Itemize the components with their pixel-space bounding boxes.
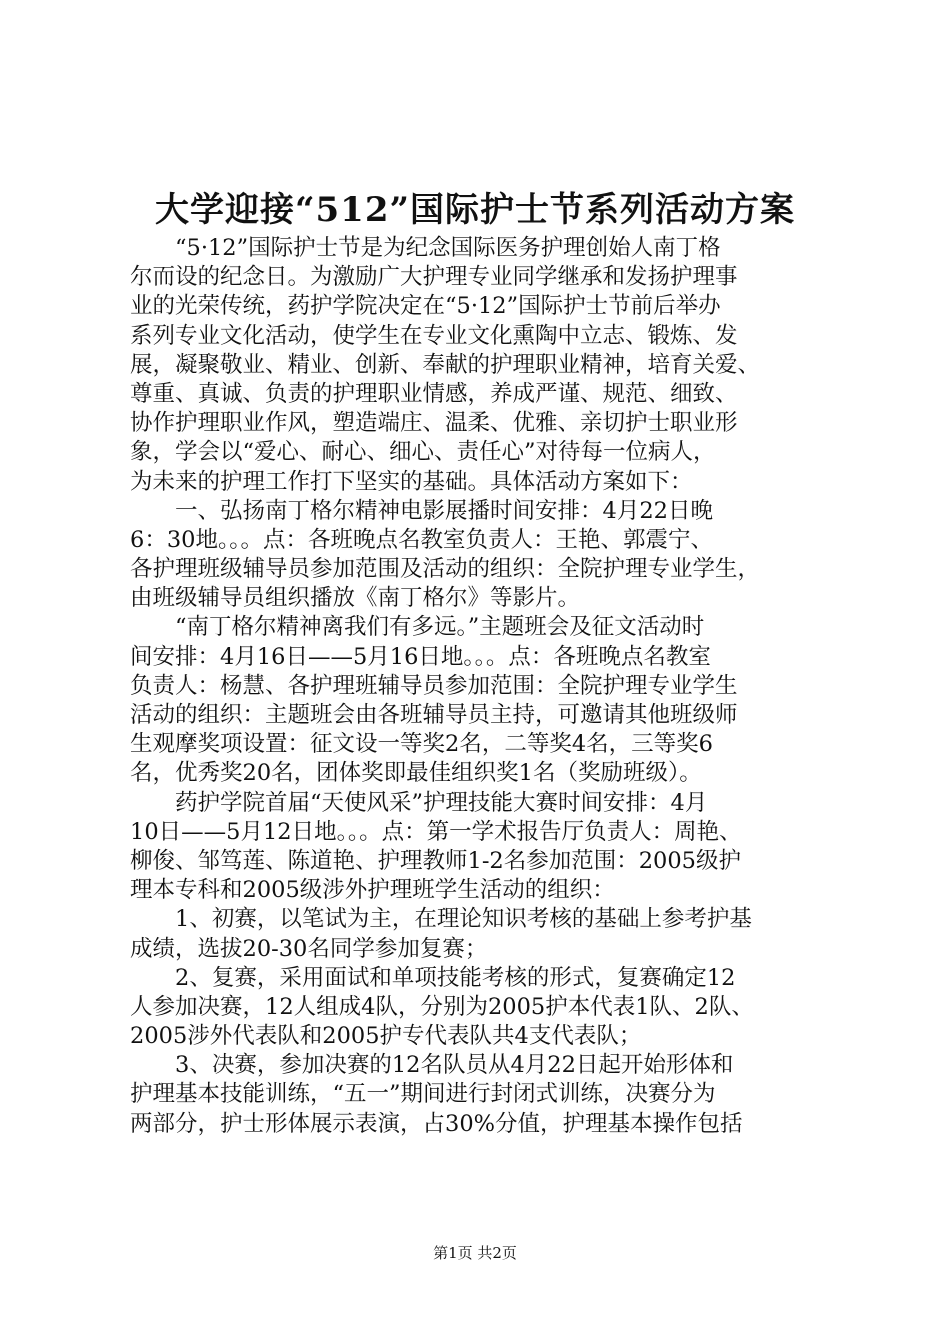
text-line: 理本专科和2005级涉外护理班学生活动的组织：	[130, 877, 615, 904]
text-line: 护理基本技能训练，“五一”期间进行封闭式训练，决赛分为	[130, 1081, 716, 1108]
text-line: 柳俊、邹笃莲、陈道艳、护理教师1-2名参加范围：2005级护	[130, 847, 741, 874]
text-line: 名，优秀奖20名，团体奖即最佳组织奖1名（奖励班级）。	[130, 760, 702, 787]
text-line: 由班级辅导员组织播放《南丁格尔》等影片。	[130, 585, 581, 612]
text-line: 一、弘扬南丁格尔精神电影展播时间安排：4月22日晚	[130, 497, 713, 524]
text-line: 尔而设的纪念日。为激励广大护理专业同学继承和发扬护理事	[130, 264, 738, 291]
text-line: 尊重、真诚、负责的护理职业情感，养成严谨、规范、细致、	[130, 380, 738, 407]
document-body	[130, 234, 830, 1139]
text-line: 生观摩奖项设置：征文设一等奖2名，二等奖4名，三等奖6	[130, 731, 713, 758]
text-line: 两部分，护士形体展示表演，占30%分值，护理基本操作包括	[130, 1110, 743, 1137]
text-line: 10日——5月12日地。。。点：第一学术报告厅负责人：周艳、	[130, 818, 742, 845]
page-footer: 第1页 共2页	[433, 1244, 517, 1262]
text-line: “5·12”国际护士节是为纪念国际医务护理创始人南丁格	[130, 235, 721, 261]
text-line: 活动的组织：主题班会由各班辅导员主持，可邀请其他班级师	[130, 702, 738, 728]
text-line: 6：30地。。。点：各班晚点名教室负责人：王艳、郭震宁、	[130, 526, 713, 553]
text-line: 2005涉外代表队和2005护专代表队共4支代表队；	[130, 1023, 642, 1050]
document-title: 大学迎接“512”国际护士节系列活动方案	[154, 190, 796, 230]
text-line: 负责人：杨慧、各护理班辅导员参加范围：全院护理专业学生	[130, 672, 738, 699]
text-line: 展，凝聚敬业、精业、创新、奉献的护理职业精神，培育关爱、	[130, 351, 761, 378]
text-line: 2、复赛，采用面试和单项技能考核的形式，复赛确定12	[130, 964, 736, 991]
text-line: 业的光荣传统，药护学院决定在“5·12”国际护士节前后举办	[130, 293, 721, 320]
text-line: 药护学院首届“天使风采”护理技能大赛时间安排：4月	[130, 789, 708, 816]
text-line: 系列专业文化活动，使学生在专业文化熏陶中立志、锻炼、发	[130, 322, 738, 349]
text-line: 1、初赛，以笔试为主，在理论知识考核的基础上参考护基	[130, 906, 752, 933]
text-line: 成绩，选拔20-30名同学参加复赛；	[130, 935, 488, 962]
text-line: 为未来的护理工作打下坚实的基础。具体活动方案如下：	[130, 468, 693, 495]
text-line: 协作护理职业作风，塑造端庄、温柔、优雅、亲切护士职业形	[130, 410, 738, 437]
text-line: 象，学会以“爱心、耐心、细心、责任心”对待每一位病人，	[130, 439, 716, 466]
text-line: “南丁格尔精神离我们有多远。”主题班会及征文活动时	[130, 614, 705, 641]
text-line: 3、决赛，参加决赛的12名队员从4月22日起开始形体和	[130, 1052, 734, 1079]
text-line: 各护理班级辅导员参加范围及活动的组织：全院护理专业学生，	[130, 556, 761, 583]
text-line: 间安排：4月16日——5月16日地。。。点：各班晚点名教室	[130, 643, 711, 670]
text-line: 人参加决赛，12人组成4队，分别为2005护本代表1队、2队、	[130, 993, 754, 1020]
